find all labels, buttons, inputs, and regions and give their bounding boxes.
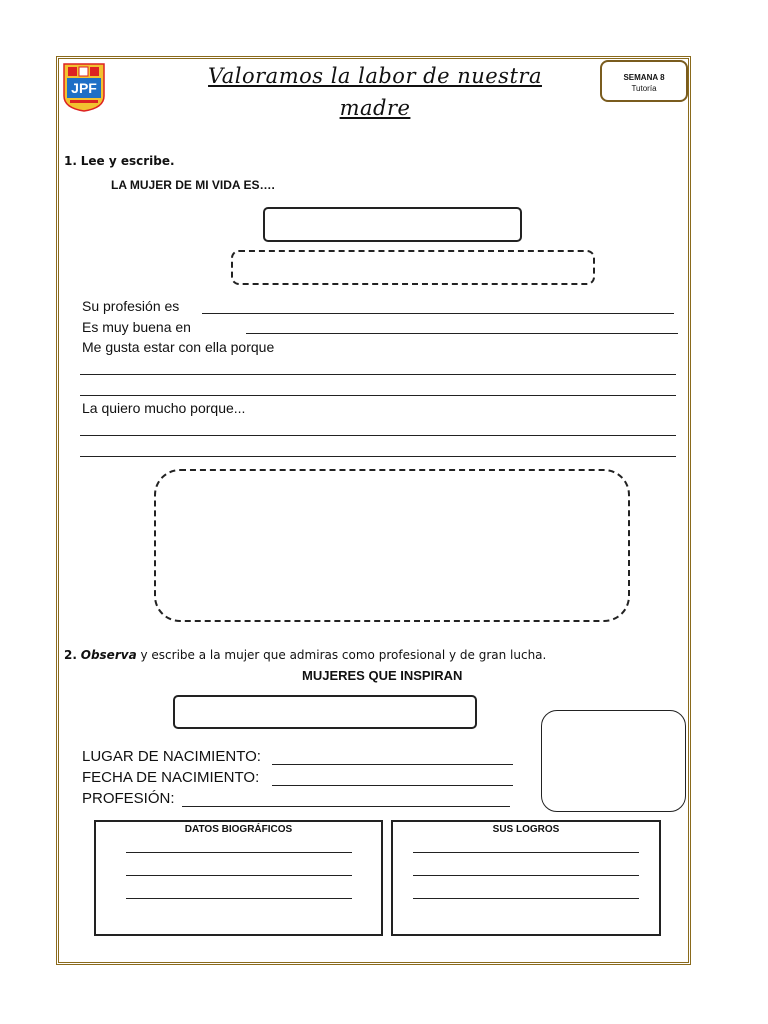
section2-instruction-bold: Observa [80, 648, 137, 662]
achievements-panel-title: SUS LOGROS [492, 824, 560, 835]
biography-panel [94, 820, 383, 936]
logo-text: JPF [71, 80, 97, 96]
field-profession2-line[interactable] [182, 806, 510, 807]
biography-line-1[interactable] [126, 852, 352, 853]
section2-instruction-text: y escribe a la mujer que admiras como profesional y de gran lucha. [140, 648, 547, 662]
name-box[interactable] [263, 207, 522, 242]
biography-line-3[interactable] [126, 898, 352, 899]
week-badge [600, 60, 688, 102]
field-profession-label: Su profesión es [82, 298, 180, 314]
dashed-name-box[interactable] [231, 250, 595, 285]
field-profession-line[interactable] [202, 313, 674, 314]
achievements-line-3[interactable] [413, 898, 639, 899]
section2-heading: MUJERES QUE INSPIRAN [302, 668, 463, 683]
field-love-line-2[interactable] [80, 456, 676, 457]
section2-number: 2. [64, 648, 77, 662]
section1-heading: LA MUJER DE MI VIDA ES…. [111, 178, 275, 192]
field-likes-line-1[interactable] [80, 374, 676, 375]
section2-instruction [64, 648, 546, 662]
field-likes-line-2[interactable] [80, 395, 676, 396]
woman-name-box[interactable] [173, 695, 477, 729]
section1-number: 1. [64, 154, 77, 168]
section1-instruction [64, 154, 175, 168]
achievements-line-2[interactable] [413, 875, 639, 876]
school-logo [62, 62, 106, 112]
field-good-at-line[interactable] [246, 333, 678, 334]
field-birthdate-line[interactable] [272, 785, 513, 786]
achievements-panel [391, 820, 661, 936]
biography-panel-title: DATOS BIOGRÁFICOS [184, 824, 293, 835]
field-birthplace-label: LUGAR DE NACIMIENTO: [82, 748, 261, 765]
field-birthdate-label: FECHA DE NACIMIENTO: [82, 769, 260, 786]
field-good-at-label: Es muy buena en [82, 319, 191, 335]
field-love-line-1[interactable] [80, 435, 676, 436]
page-title: Valoramos la labor de nuestra madre [208, 64, 542, 120]
achievements-line-1[interactable] [413, 852, 639, 853]
section1-instruction-text: Lee y escribe. [80, 154, 175, 168]
field-likes-label: Me gusta estar con ella porque [82, 339, 275, 355]
photo-box[interactable] [541, 710, 686, 812]
field-profession2-label: PROFESIÓN: [82, 790, 175, 807]
field-love-label: La quiero mucho porque... [82, 400, 246, 416]
week-subject: Tutoría [631, 84, 657, 93]
field-birthplace-line[interactable] [272, 764, 513, 765]
biography-line-2[interactable] [126, 875, 352, 876]
drawing-area[interactable] [154, 469, 630, 622]
week-label: SEMANA 8 [623, 73, 665, 82]
